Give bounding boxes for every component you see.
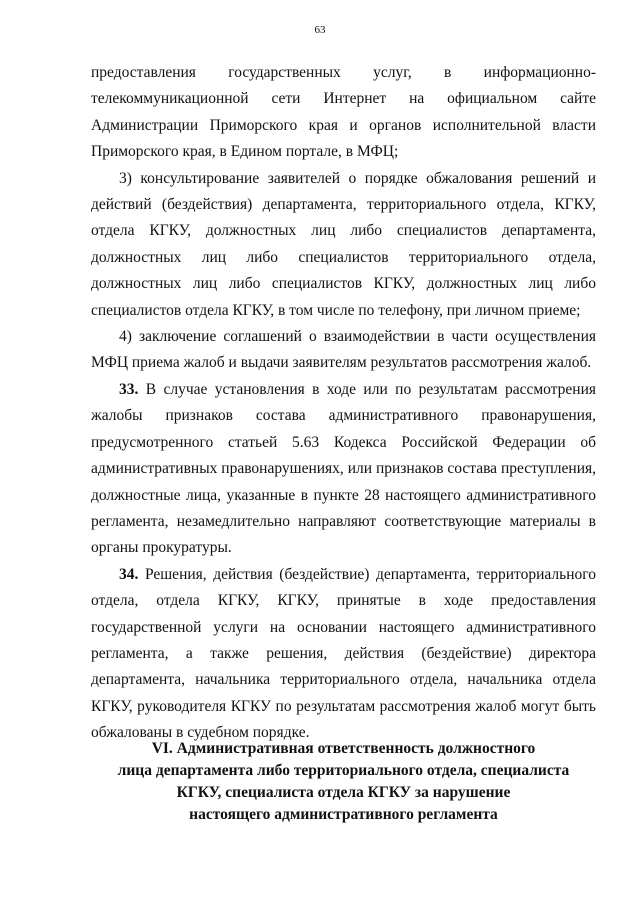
paragraph-clause-33 bbox=[91, 377, 596, 562]
clause-number: 33. bbox=[119, 380, 139, 398]
paragraph-continuation bbox=[91, 60, 596, 166]
section-heading bbox=[91, 738, 596, 826]
clause-number: 34. bbox=[119, 565, 139, 583]
page-number: 63 bbox=[314, 24, 326, 36]
paragraph-text: В случае установления в ходе или по результатам рассмотрения жалобы признаков состава административного правонарушения, предусмотренного статьей 5.63 Кодекса Российской Федерации об административных правонарушениях, или признаков состава преступления, должностные лица, указанные в пункте 28 настоящего административного регламента, незамедлительно направляют соответствующие материалы в органы прокуратуры. bbox=[91, 380, 596, 557]
section-heading-line: КГКУ, специалиста отдела КГКУ за нарушение bbox=[176, 784, 511, 801]
section-heading-line: настоящего административного регламента bbox=[189, 806, 498, 823]
paragraph-text: 4) заключение соглашений о взаимодействии в части осуществления МФЦ приема жалоб и выдачи заявителям результатов рассмотрения жалоб. bbox=[91, 328, 596, 372]
paragraph-item-3 bbox=[91, 166, 596, 324]
paragraph-clause-34 bbox=[91, 562, 596, 747]
paragraph-text: предоставления государственных услуг, в информационно-телекоммуникационной сети Интернет на официальном сайте Администрации Приморского края и органов исполнительной власти Приморского края, в Едином портале, в МФЦ; bbox=[91, 64, 596, 161]
document-body bbox=[91, 60, 596, 747]
paragraph-text: 3) консультирование заявителей о порядке обжалования решений и действий (бездействия) департамента, территориального отдела, КГКУ, отдела КГКУ, должностных лиц либо специалистов департамента, должностных лиц либо специалистов территориального отдела, должностных лиц либо специалистов КГКУ, должностных лиц либо специалистов отдела КГКУ, в том числе по телефону, при личном приеме; bbox=[91, 169, 596, 319]
paragraph-item-4 bbox=[91, 324, 596, 377]
section-heading-line: VI. Административная ответственность должностного bbox=[151, 740, 536, 757]
section-heading-line: лица департамента либо территориального отдела, специалиста bbox=[117, 762, 570, 779]
paragraph-text: Решения, действия (бездействие) департамента, территориального отдела, отдела КГКУ, КГКУ, принятые в ходе предоставления государственной услуги на основании настоящего административного регламента, а также решения, действия (бездействие) директора департамента, начальника территориального отдела, начальника отдела КГКУ, руководителя КГКУ по результатам рассмотрения жалоб могут быть обжалованы в судебном порядке. bbox=[91, 565, 596, 742]
